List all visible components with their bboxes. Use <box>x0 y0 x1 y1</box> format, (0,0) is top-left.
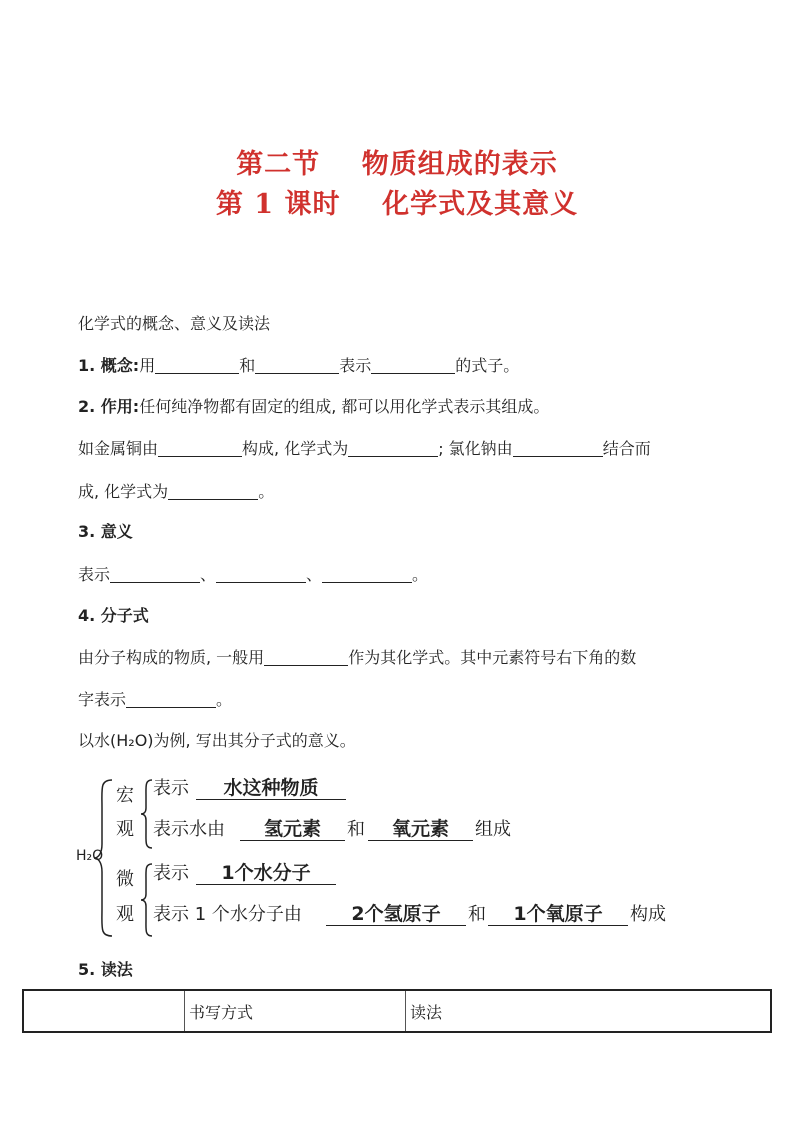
blank[interactable] <box>264 649 348 666</box>
molecular-line-1: 由分子构成的物质, 一般用 作为其化学式。其中元素符号右下角的数 <box>78 648 637 667</box>
role-example-line-2: 成, 化学式为 。 <box>78 482 275 501</box>
blank[interactable] <box>371 357 455 374</box>
answer-molecule: 1个水分子 <box>196 862 336 885</box>
answer-hydrogen-element: 氢元素 <box>240 818 345 841</box>
row2-end: 组成 <box>475 819 511 840</box>
micro-brace <box>140 862 154 938</box>
row3-text: 表示 <box>153 863 189 884</box>
molecular-line-2: 字表示 。 <box>78 690 233 709</box>
row2-and: 和 <box>347 819 365 840</box>
row4-end: 构成 <box>630 904 666 925</box>
blank[interactable] <box>322 566 412 583</box>
meaning-line: 表示 、 、 。 <box>78 565 429 584</box>
micro-char-1: 微 <box>116 869 134 890</box>
row4-text: 表示 1 个水分子由 <box>153 904 302 925</box>
row1-text: 表示 <box>153 778 189 799</box>
blank[interactable] <box>216 566 306 583</box>
blank[interactable] <box>513 440 603 457</box>
row4-and: 和 <box>468 904 486 925</box>
meaning-heading: 3. 意义 <box>78 522 133 541</box>
formula-label: H₂O <box>76 848 104 864</box>
blank[interactable] <box>155 357 239 374</box>
answer-oxygen-atom: 1个氧原子 <box>488 903 628 926</box>
blank[interactable] <box>158 440 242 457</box>
blank[interactable] <box>110 566 200 583</box>
role-line: 2. 作用:任何纯净物都有固定的组成, 都可以用化学式表示其组成。 <box>78 397 550 416</box>
row2-text: 表示水由 <box>153 819 225 840</box>
blank[interactable] <box>348 440 438 457</box>
table-cell-reading: 读法 <box>410 1002 443 1022</box>
section-heading: 化学式的概念、意义及读法 <box>78 314 271 333</box>
concept-label: 1. 概念: <box>78 356 140 375</box>
macro-char-2: 观 <box>116 819 134 840</box>
micro-char-2: 观 <box>116 904 134 925</box>
blank[interactable] <box>126 691 216 708</box>
lesson-title: 第 1 课时 化学式及其意义 <box>215 189 579 220</box>
macro-char-1: 宏 <box>116 785 134 806</box>
table-cell-empty <box>23 990 185 1032</box>
table-row <box>23 990 771 1032</box>
page-title: 第二节 物质组成的表示 <box>236 149 558 180</box>
role-example-line: 如金属铜由 构成, 化学式为 ; 氯化钠由 结合而 <box>78 439 651 458</box>
answer-hydrogen-atoms: 2个氢原子 <box>326 903 466 926</box>
blank[interactable] <box>168 483 258 500</box>
reading-table <box>22 989 772 1033</box>
table-cell-writing: 书写方式 <box>185 990 406 1032</box>
answer-oxygen-element: 氧元素 <box>368 818 473 841</box>
molecular-line-3: 以水(H₂O)为例, 写出其分子式的意义。 <box>78 731 356 750</box>
macro-brace <box>140 778 154 850</box>
answer-substance: 水这种物质 <box>196 777 346 800</box>
role-label: 2. 作用: <box>78 397 140 416</box>
blank[interactable] <box>255 357 339 374</box>
outer-brace <box>92 778 114 938</box>
molecular-heading: 4. 分子式 <box>78 606 149 625</box>
reading-heading: 5. 读法 <box>78 960 133 979</box>
concept-line: 1. 概念:用 和 表示 的式子。 <box>78 356 520 375</box>
